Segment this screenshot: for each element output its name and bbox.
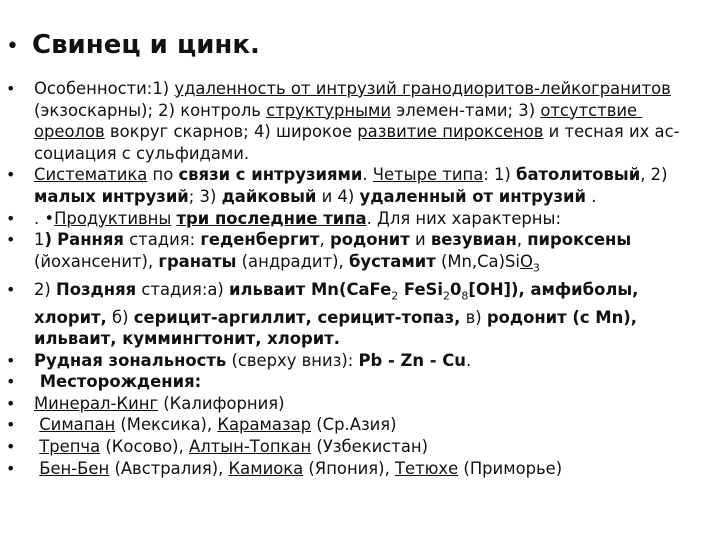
text-run: . Для них характерны:	[366, 208, 561, 228]
bullet-icon: •	[6, 279, 16, 299]
text-run: (Косово),	[100, 437, 189, 457]
list-item-deposit	[6, 414, 712, 436]
text-run: .	[362, 165, 373, 185]
text-run: Четыре типа	[372, 165, 484, 185]
text-run: . •	[34, 208, 55, 228]
text-run: .	[465, 350, 472, 370]
text-run: Минерал-Кинг	[34, 393, 159, 413]
text-run: FeSi	[398, 279, 443, 299]
text-run: в)	[460, 307, 487, 327]
text-run: Бен-Бен	[39, 458, 110, 478]
text-run: 8	[461, 288, 469, 302]
list-item-deposits-heading	[6, 371, 712, 393]
text-run: пироксены	[527, 230, 632, 250]
text-run: .	[585, 186, 597, 206]
bullet-icon: •	[6, 230, 16, 250]
text-run: Тетюхе	[394, 458, 459, 478]
list-item-early-stage	[6, 229, 712, 278]
text-run: (Япония),	[303, 458, 395, 478]
list-item-ore-zoning	[6, 350, 712, 372]
text-run: и 4)	[316, 186, 360, 206]
text-run: Систематика	[34, 165, 148, 185]
text-run: и	[409, 230, 431, 250]
text-run: Ранняя	[57, 230, 124, 250]
item-text	[34, 414, 712, 436]
text-run: 0	[449, 279, 462, 299]
text-run: бустамит	[348, 251, 436, 271]
text-run: гранаты	[158, 251, 237, 271]
bullet-icon: •	[6, 415, 16, 435]
item-text	[34, 393, 712, 415]
text-run: серицит-аргиллит, серицит-топаз,	[133, 307, 461, 327]
bullet-icon: •	[6, 350, 16, 370]
text-run: (Узбекистан)	[311, 437, 428, 457]
list-item-classification	[6, 164, 712, 207]
text-run: 2	[391, 288, 399, 302]
list-item-deposit	[6, 393, 712, 415]
bullet-icon: •	[6, 208, 16, 228]
bullet-list	[6, 78, 712, 479]
text-run: Продуктивны	[54, 208, 172, 228]
text-run: Pb - Zn - Cu	[358, 350, 466, 370]
item-text	[34, 78, 712, 164]
text-run: развитие пироксенов	[357, 122, 544, 142]
text-run: вокруг скарнов; 4) широкое	[104, 122, 358, 142]
text-run: три последние типа	[176, 208, 367, 228]
text-run: Камиока	[228, 458, 304, 478]
text-run: везувиан	[430, 230, 517, 250]
list-item-deposit	[6, 436, 712, 458]
text-run: (Ср.Азия)	[311, 415, 397, 435]
text-run: Рудная зональность	[34, 350, 227, 370]
text-run: элемен-тами; 3)	[391, 100, 541, 120]
text-run: родонит	[329, 230, 410, 250]
bullet-icon: •	[6, 79, 16, 98]
text-run: Трепча	[39, 437, 101, 457]
text-run: и тесная их ас-социация с сульфидами.	[34, 122, 680, 163]
text-run: удаленный от интрузий	[359, 186, 586, 206]
text-run: (сверху вниз):	[226, 350, 359, 370]
text-run: малых интрузий	[34, 186, 189, 206]
text-run: отсутствие ореолов	[34, 100, 643, 142]
bullet-icon: •	[6, 458, 16, 478]
text-run: (Мексика),	[115, 415, 218, 435]
item-text	[34, 371, 712, 393]
text-run: батолитовый	[516, 165, 641, 185]
text-run: ; 3)	[188, 186, 222, 206]
text-run: 2	[442, 288, 450, 302]
text-run: (Mn,Ca)Si	[435, 251, 520, 271]
text-run: 3	[532, 261, 540, 275]
text-run: геденбергит	[200, 230, 320, 250]
item-text	[34, 350, 712, 372]
bullet-icon: •	[6, 34, 19, 59]
text-run: 2)	[34, 279, 57, 299]
text-run: 1	[34, 230, 45, 250]
text-run: (йохансенит),	[34, 230, 637, 271]
text-run: родонит (с Mn), ильваит, куммингтонит, хлорит.	[34, 307, 643, 349]
list-item-productive-types	[6, 208, 712, 230]
text-run: Карамазар	[217, 415, 312, 435]
text-run: Алтын-Топкан	[188, 437, 312, 457]
list-item-late-stage	[6, 279, 712, 350]
slide-title: Свинец и цинк.	[32, 30, 260, 60]
text-run: (Калифорния)	[158, 393, 285, 413]
bullet-icon: •	[6, 437, 16, 457]
text-run: б)	[106, 307, 134, 327]
text-run: Месторождения:	[34, 372, 202, 392]
text-run: по	[147, 165, 179, 185]
list-item-deposit	[6, 458, 712, 480]
text-run: ,	[319, 230, 330, 250]
bullet-icon: •	[6, 393, 16, 413]
list-item-features	[6, 78, 712, 164]
text-run: [OH]), амфиболы, хлорит,	[34, 279, 645, 327]
text-run: ильваит Mn(CaFe	[229, 279, 392, 299]
text-run: O	[519, 251, 533, 271]
bullet-icon: •	[6, 372, 16, 392]
slide-title-row	[6, 30, 260, 60]
text-run: (Приморье)	[458, 458, 563, 478]
text-run: стадия:а)	[136, 279, 230, 299]
text-run: ,	[516, 230, 528, 250]
item-text	[34, 229, 712, 278]
item-text	[34, 279, 712, 350]
item-text	[34, 164, 712, 207]
item-text	[34, 458, 712, 480]
text-run: Симапан	[39, 415, 116, 435]
text-run: структурными	[266, 100, 392, 120]
text-run: (экзоскарны); 2) контроль	[34, 79, 676, 120]
text-run: (андрадит),	[236, 251, 349, 271]
text-run: связи с интрузиями	[178, 165, 363, 185]
item-text	[34, 208, 712, 230]
text-run: дайковый	[221, 186, 317, 206]
text-run: Поздняя	[56, 279, 137, 299]
text-run: Особенности:1)	[34, 79, 175, 98]
text-run: )	[44, 230, 52, 250]
text-run: удаленность от интрузий гранодиоритов-лейкогранитов	[174, 79, 671, 98]
text-run: стадия:	[123, 230, 201, 250]
text-run: : 1)	[483, 165, 517, 185]
text-run: , 2)	[640, 165, 673, 185]
bullet-icon: •	[6, 165, 16, 185]
item-text	[34, 436, 712, 458]
text-run: (Австралия),	[109, 458, 229, 478]
